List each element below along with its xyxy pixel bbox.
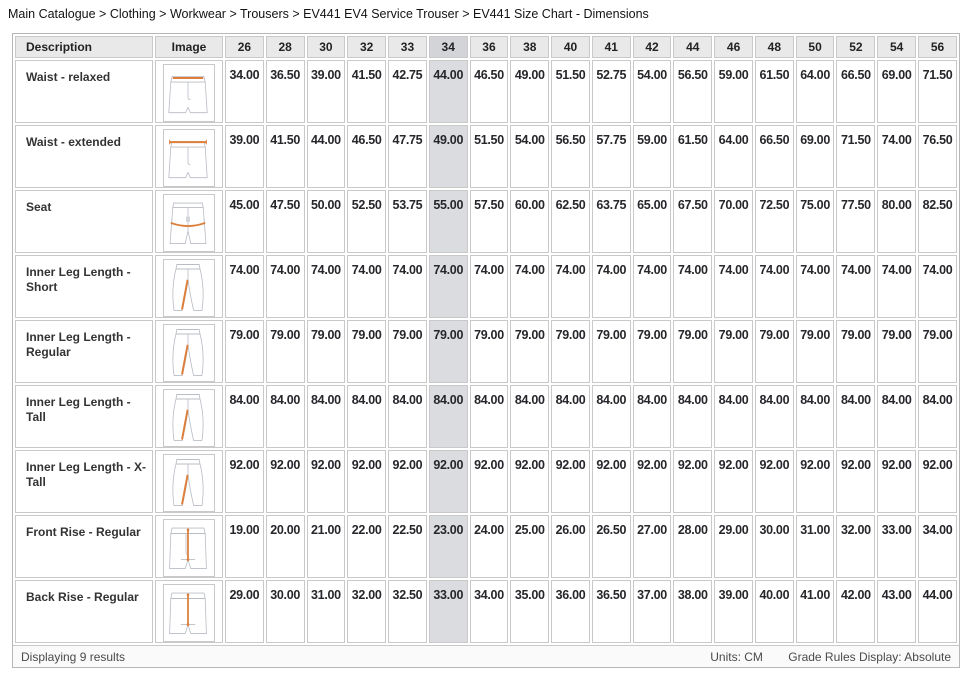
dimension-value-cell[interactable]: 84.00 — [388, 385, 427, 448]
dimension-value-cell[interactable]: 51.50 — [551, 60, 590, 123]
dimension-value-cell[interactable]: 47.75 — [388, 125, 427, 188]
dimension-value-cell[interactable]: 71.50 — [836, 125, 875, 188]
dimension-value-cell[interactable]: 84.00 — [225, 385, 264, 448]
size-column-header[interactable]: 50 — [796, 36, 835, 58]
breadcrumb-item: EV441 Size Chart - Dimensions — [473, 7, 649, 21]
table-row — [15, 60, 957, 123]
row-description: Waist - extended — [15, 125, 153, 188]
dimension-value-cell[interactable]: 57.50 — [470, 190, 509, 253]
size-column-header[interactable]: 34 — [429, 36, 468, 58]
dimension-value-cell[interactable]: 32.50 — [388, 580, 427, 643]
row-image-cell — [155, 515, 223, 578]
dimension-value-cell[interactable]: 34.00 — [225, 60, 264, 123]
dimension-value-cell[interactable]: 79.00 — [877, 320, 916, 383]
dimension-value-cell[interactable]: 74.00 — [755, 255, 794, 318]
row-description: Seat — [15, 190, 153, 253]
dimension-value-cell[interactable]: 29.00 — [225, 580, 264, 643]
dimension-value-cell[interactable]: 24.00 — [470, 515, 509, 578]
dimension-value-cell[interactable]: 72.50 — [755, 190, 794, 253]
back-rise-image — [163, 584, 215, 642]
dimension-value-cell[interactable]: 31.00 — [796, 515, 835, 578]
dimension-value-cell[interactable]: 80.00 — [877, 190, 916, 253]
dimension-value-cell[interactable]: 84.00 — [796, 385, 835, 448]
table-row — [15, 320, 957, 383]
dimension-value-cell[interactable]: 74.00 — [388, 255, 427, 318]
dimension-value-cell[interactable]: 36.50 — [266, 60, 305, 123]
status-bar — [13, 645, 959, 667]
table-row — [15, 450, 957, 513]
dimension-value-cell[interactable]: 25.00 — [510, 515, 549, 578]
status-bar-right — [688, 650, 951, 664]
dimension-value-cell[interactable]: 28.00 — [673, 515, 712, 578]
size-column-header[interactable]: 52 — [836, 36, 875, 58]
size-column-header[interactable]: 38 — [510, 36, 549, 58]
dimension-value-cell[interactable]: 32.00 — [347, 580, 386, 643]
dimension-value-cell[interactable]: 84.00 — [307, 385, 346, 448]
front-rise-image — [163, 519, 215, 577]
dimension-value-cell[interactable]: 84.00 — [918, 385, 957, 448]
dimension-value-cell[interactable]: 84.00 — [755, 385, 794, 448]
dimension-value-cell[interactable]: 92.00 — [347, 450, 386, 513]
dimension-value-cell[interactable]: 74.00 — [796, 255, 835, 318]
dimension-value-cell[interactable]: 84.00 — [714, 385, 753, 448]
dimension-value-cell[interactable]: 21.00 — [307, 515, 346, 578]
dimension-value-cell[interactable]: 55.00 — [429, 190, 468, 253]
dimension-value-cell[interactable]: 92.00 — [470, 450, 509, 513]
dimension-value-cell[interactable]: 79.00 — [266, 320, 305, 383]
breadcrumb — [8, 7, 649, 21]
dimension-value-cell[interactable]: 92.00 — [918, 450, 957, 513]
size-column-header[interactable]: 33 — [388, 36, 427, 58]
dimension-value-cell[interactable]: 49.00 — [429, 125, 468, 188]
dimension-value-cell[interactable]: 56.50 — [551, 125, 590, 188]
dimension-value-cell[interactable]: 79.00 — [796, 320, 835, 383]
dimension-value-cell[interactable]: 79.00 — [470, 320, 509, 383]
dimension-value-cell[interactable]: 52.75 — [592, 60, 631, 123]
table-row — [15, 125, 957, 188]
dimension-value-cell[interactable]: 20.00 — [266, 515, 305, 578]
dimension-value-cell[interactable]: 92.00 — [266, 450, 305, 513]
table-row — [15, 385, 957, 448]
dimension-value-cell[interactable]: 42.00 — [836, 580, 875, 643]
breadcrumb-separator: > — [288, 7, 304, 21]
dimension-value-cell[interactable]: 64.00 — [714, 125, 753, 188]
inner-leg-image — [163, 324, 215, 382]
units-display: Units: CM — [710, 649, 763, 664]
row-image-cell — [155, 320, 223, 383]
dimension-value-cell[interactable]: 22.00 — [347, 515, 386, 578]
dimension-value-cell[interactable]: 79.00 — [836, 320, 875, 383]
size-column-header[interactable]: 30 — [307, 36, 346, 58]
grade-rules-display: Grade Rules Display: Absolute — [788, 649, 951, 664]
size-column-header[interactable]: 42 — [633, 36, 672, 58]
dimension-value-cell[interactable]: 39.00 — [225, 125, 264, 188]
row-description: Inner Leg Length - Regular — [15, 320, 153, 383]
dimension-value-cell[interactable]: 23.00 — [429, 515, 468, 578]
dimension-value-cell[interactable]: 64.00 — [796, 60, 835, 123]
table-row — [15, 190, 957, 253]
dimension-value-cell[interactable]: 57.75 — [592, 125, 631, 188]
dimension-value-cell[interactable]: 79.00 — [307, 320, 346, 383]
dimension-value-cell[interactable]: 36.00 — [551, 580, 590, 643]
dimension-value-cell[interactable]: 33.00 — [429, 580, 468, 643]
dimension-value-cell[interactable]: 75.00 — [796, 190, 835, 253]
dimension-value-cell[interactable]: 92.00 — [714, 450, 753, 513]
dimension-value-cell[interactable]: 92.00 — [429, 450, 468, 513]
size-column-header[interactable]: 36 — [470, 36, 509, 58]
dimension-value-cell[interactable]: 60.00 — [510, 190, 549, 253]
dimension-value-cell[interactable]: 22.50 — [388, 515, 427, 578]
dimension-value-cell[interactable]: 41.50 — [347, 60, 386, 123]
dimension-value-cell[interactable]: 84.00 — [429, 385, 468, 448]
dimension-value-cell[interactable]: 40.00 — [755, 580, 794, 643]
dimension-value-cell[interactable]: 76.50 — [918, 125, 957, 188]
dimension-value-cell[interactable]: 56.50 — [673, 60, 712, 123]
inner-leg-image — [163, 259, 215, 317]
dimension-value-cell[interactable]: 37.00 — [633, 580, 672, 643]
dimension-value-cell[interactable]: 54.00 — [510, 125, 549, 188]
dimension-value-cell[interactable]: 92.00 — [510, 450, 549, 513]
dimension-value-cell[interactable]: 84.00 — [673, 385, 712, 448]
dimension-value-cell[interactable]: 74.00 — [551, 255, 590, 318]
row-description: Back Rise - Regular — [15, 580, 153, 643]
size-chart-panel — [12, 33, 960, 668]
waist-relaxed-image — [163, 64, 215, 122]
dimension-value-cell[interactable]: 66.50 — [755, 125, 794, 188]
dimension-value-cell[interactable]: 44.00 — [429, 60, 468, 123]
dimension-value-cell[interactable]: 92.00 — [551, 450, 590, 513]
row-description: Waist - relaxed — [15, 60, 153, 123]
dimension-value-cell[interactable]: 74.00 — [877, 125, 916, 188]
dimension-value-cell[interactable]: 74.00 — [347, 255, 386, 318]
dimension-value-cell[interactable]: 53.75 — [388, 190, 427, 253]
size-column-header[interactable]: 44 — [673, 36, 712, 58]
dimension-value-cell[interactable]: 44.00 — [307, 125, 346, 188]
dimension-value-cell[interactable]: 26.50 — [592, 515, 631, 578]
size-chart-table — [13, 34, 959, 645]
dimension-value-cell[interactable]: 52.50 — [347, 190, 386, 253]
dimension-value-cell[interactable]: 92.00 — [388, 450, 427, 513]
row-image-cell — [155, 385, 223, 448]
row-image-cell — [155, 125, 223, 188]
dimension-value-cell[interactable]: 79.00 — [633, 320, 672, 383]
waist-extended-image — [163, 129, 215, 187]
dimension-value-cell[interactable]: 30.00 — [755, 515, 794, 578]
table-row — [15, 255, 957, 318]
dimension-value-cell[interactable]: 62.50 — [551, 190, 590, 253]
dimension-value-cell[interactable]: 35.00 — [510, 580, 549, 643]
dimension-value-cell[interactable]: 84.00 — [633, 385, 672, 448]
dimension-value-cell[interactable]: 92.00 — [225, 450, 264, 513]
dimension-value-cell[interactable]: 59.00 — [633, 125, 672, 188]
dimension-value-cell[interactable]: 74.00 — [470, 255, 509, 318]
dimension-value-cell[interactable]: 82.50 — [918, 190, 957, 253]
dimension-value-cell[interactable]: 29.00 — [714, 515, 753, 578]
size-column-header[interactable]: 40 — [551, 36, 590, 58]
image-column-header: Image — [155, 36, 223, 58]
breadcrumb-item[interactable]: Clothing — [109, 7, 156, 21]
dimension-value-cell[interactable]: 79.00 — [918, 320, 957, 383]
dimension-value-cell[interactable]: 32.00 — [836, 515, 875, 578]
size-column-header[interactable]: 56 — [918, 36, 957, 58]
dimension-value-cell[interactable]: 27.00 — [633, 515, 672, 578]
dimension-value-cell[interactable]: 84.00 — [551, 385, 590, 448]
dimension-value-cell[interactable]: 46.50 — [347, 125, 386, 188]
row-description: Inner Leg Length - Short — [15, 255, 153, 318]
breadcrumb-separator: > — [95, 7, 110, 21]
dimension-value-cell[interactable]: 92.00 — [307, 450, 346, 513]
dimension-value-cell[interactable]: 74.00 — [429, 255, 468, 318]
size-column-header[interactable]: 41 — [592, 36, 631, 58]
description-column-header: Description — [15, 36, 153, 58]
dimension-value-cell[interactable]: 79.00 — [714, 320, 753, 383]
dimension-value-cell[interactable]: 61.50 — [673, 125, 712, 188]
dimension-value-cell[interactable]: 84.00 — [347, 385, 386, 448]
dimension-value-cell[interactable]: 92.00 — [673, 450, 712, 513]
size-column-header[interactable]: 26 — [225, 36, 264, 58]
dimension-value-cell[interactable]: 84.00 — [836, 385, 875, 448]
dimension-value-cell[interactable]: 92.00 — [755, 450, 794, 513]
dimension-value-cell[interactable]: 31.00 — [307, 580, 346, 643]
dimension-value-cell[interactable]: 92.00 — [796, 450, 835, 513]
dimension-value-cell[interactable]: 74.00 — [836, 255, 875, 318]
dimension-value-cell[interactable]: 84.00 — [266, 385, 305, 448]
dimension-value-cell[interactable]: 79.00 — [225, 320, 264, 383]
dimension-value-cell[interactable]: 38.00 — [673, 580, 712, 643]
row-image-cell — [155, 255, 223, 318]
dimension-value-cell[interactable]: 74.00 — [266, 255, 305, 318]
dimension-value-cell[interactable]: 51.50 — [470, 125, 509, 188]
dimension-value-cell[interactable]: 69.00 — [796, 125, 835, 188]
dimension-value-cell[interactable]: 43.00 — [877, 580, 916, 643]
dimension-value-cell[interactable]: 65.00 — [633, 190, 672, 253]
dimension-value-cell[interactable]: 36.50 — [592, 580, 631, 643]
size-column-header[interactable]: 48 — [755, 36, 794, 58]
dimension-value-cell[interactable]: 49.00 — [510, 60, 549, 123]
dimension-value-cell[interactable]: 39.00 — [714, 580, 753, 643]
dimension-value-cell[interactable]: 19.00 — [225, 515, 264, 578]
breadcrumb-separator: > — [155, 7, 170, 21]
dimension-value-cell[interactable]: 79.00 — [673, 320, 712, 383]
dimension-value-cell[interactable]: 61.50 — [755, 60, 794, 123]
dimension-value-cell[interactable]: 41.00 — [796, 580, 835, 643]
table-row — [15, 515, 957, 578]
row-image-cell — [155, 450, 223, 513]
dimension-value-cell[interactable]: 79.00 — [347, 320, 386, 383]
breadcrumb-item[interactable]: Workwear — [169, 7, 226, 21]
row-image-cell — [155, 580, 223, 643]
dimension-value-cell[interactable]: 74.00 — [307, 255, 346, 318]
dimension-value-cell[interactable]: 47.50 — [266, 190, 305, 253]
dimension-value-cell[interactable]: 74.00 — [592, 255, 631, 318]
results-count: Displaying 9 results — [21, 649, 126, 664]
size-column-header[interactable]: 46 — [714, 36, 753, 58]
dimension-value-cell[interactable]: 77.50 — [836, 190, 875, 253]
dimension-value-cell[interactable]: 71.50 — [918, 60, 957, 123]
dimension-value-cell[interactable]: 74.00 — [918, 255, 957, 318]
dimension-value-cell[interactable]: 79.00 — [388, 320, 427, 383]
seat-image — [163, 194, 215, 252]
breadcrumb-item[interactable]: Main Catalogue — [8, 7, 96, 21]
dimension-value-cell[interactable]: 79.00 — [510, 320, 549, 383]
dimension-value-cell[interactable]: 84.00 — [470, 385, 509, 448]
breadcrumb-separator: > — [458, 7, 473, 21]
dimension-value-cell[interactable]: 79.00 — [755, 320, 794, 383]
size-column-header[interactable]: 32 — [347, 36, 386, 58]
dimension-value-cell[interactable]: 54.00 — [633, 60, 672, 123]
dimension-value-cell[interactable]: 45.00 — [225, 190, 264, 253]
dimension-value-cell[interactable]: 67.50 — [673, 190, 712, 253]
dimension-value-cell[interactable]: 34.00 — [918, 515, 957, 578]
table-header-row — [15, 36, 957, 58]
dimension-value-cell[interactable]: 92.00 — [592, 450, 631, 513]
dimension-value-cell[interactable]: 84.00 — [510, 385, 549, 448]
row-description: Inner Leg Length - Tall — [15, 385, 153, 448]
row-description: Inner Leg Length - X-Tall — [15, 450, 153, 513]
dimension-value-cell[interactable]: 74.00 — [510, 255, 549, 318]
dimension-value-cell[interactable]: 39.00 — [307, 60, 346, 123]
breadcrumb-separator: > — [225, 7, 240, 21]
inner-leg-image — [163, 389, 215, 447]
dimension-value-cell[interactable]: 79.00 — [551, 320, 590, 383]
dimension-value-cell[interactable]: 33.00 — [877, 515, 916, 578]
dimension-value-cell[interactable]: 74.00 — [225, 255, 264, 318]
dimension-value-cell[interactable]: 70.00 — [714, 190, 753, 253]
dimension-value-cell[interactable]: 74.00 — [714, 255, 753, 318]
dimension-value-cell[interactable]: 59.00 — [714, 60, 753, 123]
row-description: Front Rise - Regular — [15, 515, 153, 578]
dimension-value-cell[interactable]: 63.75 — [592, 190, 631, 253]
dimension-value-cell[interactable]: 79.00 — [592, 320, 631, 383]
dimension-value-cell[interactable]: 74.00 — [633, 255, 672, 318]
row-image-cell — [155, 60, 223, 123]
size-column-header[interactable]: 28 — [266, 36, 305, 58]
dimension-value-cell[interactable]: 46.50 — [470, 60, 509, 123]
inner-leg-image — [163, 454, 215, 512]
dimension-value-cell[interactable]: 92.00 — [877, 450, 916, 513]
dimension-value-cell[interactable]: 84.00 — [592, 385, 631, 448]
breadcrumb-item[interactable]: Trousers — [240, 7, 289, 21]
dimension-value-cell[interactable]: 44.00 — [918, 580, 957, 643]
dimension-value-cell[interactable]: 50.00 — [307, 190, 346, 253]
dimension-value-cell[interactable]: 84.00 — [877, 385, 916, 448]
size-column-header[interactable]: 54 — [877, 36, 916, 58]
dimension-value-cell[interactable]: 30.00 — [266, 580, 305, 643]
dimension-value-cell[interactable]: 79.00 — [429, 320, 468, 383]
dimension-value-cell[interactable]: 69.00 — [877, 60, 916, 123]
table-row — [15, 580, 957, 643]
dimension-value-cell[interactable]: 26.00 — [551, 515, 590, 578]
dimension-value-cell[interactable]: 66.50 — [836, 60, 875, 123]
dimension-value-cell[interactable]: 42.75 — [388, 60, 427, 123]
dimension-value-cell[interactable]: 74.00 — [877, 255, 916, 318]
dimension-value-cell[interactable]: 74.00 — [673, 255, 712, 318]
dimension-value-cell[interactable]: 92.00 — [633, 450, 672, 513]
dimension-value-cell[interactable]: 34.00 — [470, 580, 509, 643]
dimension-value-cell[interactable]: 41.50 — [266, 125, 305, 188]
breadcrumb-item[interactable]: EV441 EV4 Service Trouser — [303, 7, 459, 21]
dimension-value-cell[interactable]: 92.00 — [836, 450, 875, 513]
row-image-cell — [155, 190, 223, 253]
